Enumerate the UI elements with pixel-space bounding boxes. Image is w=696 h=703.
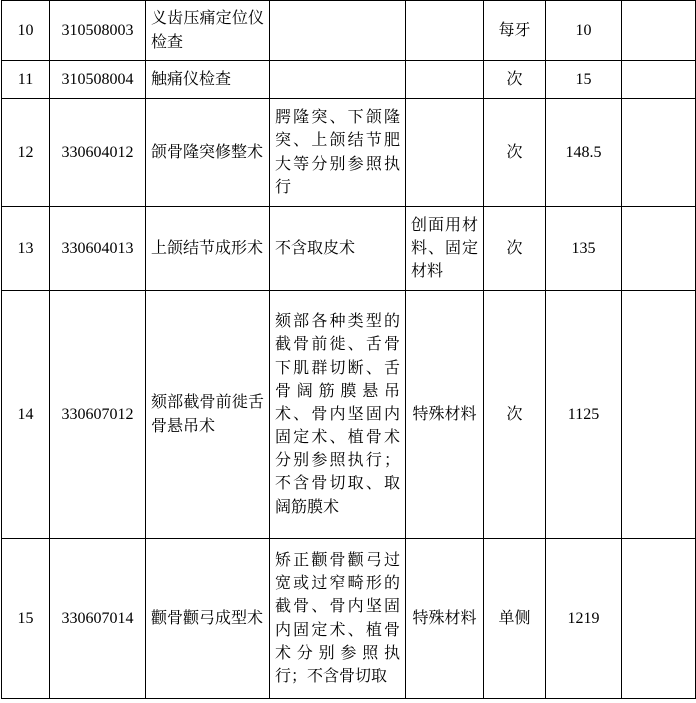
row-code: 330604013 bbox=[50, 207, 146, 291]
row-price: 148.5 bbox=[546, 99, 622, 207]
row-exclusions bbox=[406, 1, 484, 61]
row-note bbox=[622, 207, 696, 291]
row-note bbox=[622, 61, 696, 99]
row-code: 310508004 bbox=[50, 61, 146, 99]
row-unit: 单侧 bbox=[484, 539, 546, 699]
row-exclusions bbox=[406, 61, 484, 99]
row-desc: 颏部各种类型的截骨前徙、舌骨下肌群切断、舌骨阔筋膜悬吊术、骨内坚固内固定术、植骨术分别参照执行；不含骨切取、取阔筋膜术 bbox=[270, 291, 406, 539]
row-name: 上颌结节成形术 bbox=[146, 207, 270, 291]
table-row bbox=[2, 539, 696, 699]
row-note bbox=[622, 539, 696, 699]
table-row bbox=[2, 207, 696, 291]
price-table bbox=[1, 0, 696, 699]
row-name: 义齿压痛定位仪检查 bbox=[146, 1, 270, 61]
table-row bbox=[2, 1, 696, 61]
row-name: 颏部截骨前徙舌骨悬吊术 bbox=[146, 291, 270, 539]
row-code: 330607012 bbox=[50, 291, 146, 539]
row-index: 11 bbox=[2, 61, 50, 99]
row-code: 330604012 bbox=[50, 99, 146, 207]
row-index: 10 bbox=[2, 1, 50, 61]
row-name: 颌骨隆突修整术 bbox=[146, 99, 270, 207]
row-index: 14 bbox=[2, 291, 50, 539]
row-price: 15 bbox=[546, 61, 622, 99]
row-index: 13 bbox=[2, 207, 50, 291]
row-index: 12 bbox=[2, 99, 50, 207]
row-price: 10 bbox=[546, 1, 622, 61]
row-name: 颧骨颧弓成型术 bbox=[146, 539, 270, 699]
row-price: 1125 bbox=[546, 291, 622, 539]
row-note bbox=[622, 99, 696, 207]
row-desc: 不含取皮术 bbox=[270, 207, 406, 291]
table-row bbox=[2, 99, 696, 207]
row-name: 触痛仪检查 bbox=[146, 61, 270, 99]
row-code: 310508003 bbox=[50, 1, 146, 61]
row-unit: 次 bbox=[484, 99, 546, 207]
row-unit: 次 bbox=[484, 291, 546, 539]
row-note bbox=[622, 291, 696, 539]
row-unit: 次 bbox=[484, 61, 546, 99]
row-note bbox=[622, 1, 696, 61]
row-price: 1219 bbox=[546, 539, 622, 699]
row-desc: 腭隆突、下颌隆突、上颌结节肥大等分别参照执行 bbox=[270, 99, 406, 207]
row-price: 135 bbox=[546, 207, 622, 291]
row-unit: 每牙 bbox=[484, 1, 546, 61]
row-exclusions bbox=[406, 99, 484, 207]
row-code: 330607014 bbox=[50, 539, 146, 699]
table-row bbox=[2, 61, 696, 99]
row-exclusions: 特殊材料 bbox=[406, 291, 484, 539]
table-row bbox=[2, 291, 696, 539]
row-unit: 次 bbox=[484, 207, 546, 291]
row-exclusions: 创面用材料、固定材料 bbox=[406, 207, 484, 291]
row-desc bbox=[270, 61, 406, 99]
row-desc bbox=[270, 1, 406, 61]
row-index: 15 bbox=[2, 539, 50, 699]
row-exclusions: 特殊材料 bbox=[406, 539, 484, 699]
row-desc: 矫正颧骨颧弓过宽或过窄畸形的截骨、骨内坚固内固定术、植骨术分别参照执行；不含骨切取 bbox=[270, 539, 406, 699]
